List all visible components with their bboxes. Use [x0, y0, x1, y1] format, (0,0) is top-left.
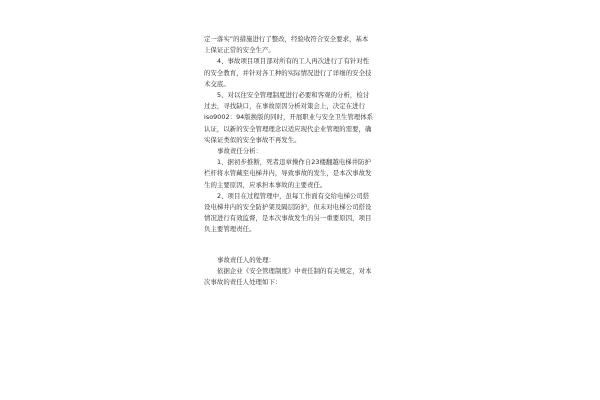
text-line: 认证，以新的安全管理理念以适应现代企业管理的需要，确 [204, 124, 372, 133]
text-line: 5、对以往安全管理制度进行必要和客观的分析，检讨 [217, 91, 370, 100]
text-line: 事故责任分析： [217, 147, 263, 156]
text-line: iso9002：94版换版的同时，开展职业与安全卫生管理体系 [204, 113, 374, 122]
text-line: 4、事故项目项目部对所有的工人再次进行了有针对性 [217, 57, 370, 66]
document-body [204, 34, 412, 288]
text-line: 实保证类似的安全事故不再发生。 [204, 135, 301, 144]
text-line: 生的主要原因，应承担本事故的主要责任。 [204, 180, 327, 189]
text-line: 设电梯井内的安全防护架及隔层防护，但未对电梯公司搭设 [204, 203, 372, 212]
paragraph-gap [204, 236, 412, 255]
text-line: 栏杆将水管藏至电梯井内，导致事故的发生，是本次事故发 [204, 169, 372, 178]
text-line: 负主要管理责任。 [204, 225, 256, 234]
text-line: 事故责任人的处理： [217, 255, 275, 264]
text-line: 的安全教育，并针对各工种的实际情况进行了详细的安全技 [204, 68, 372, 77]
text-line: 术交底。 [204, 79, 230, 88]
text-line: 1、据初步推断，死者违章操作自23楼翻越电梯井防护 [217, 158, 372, 167]
text-line: 过去，寻找缺口，在事故原因分析对策会上，决定在进行 [204, 102, 366, 111]
text-line: 定一落实”的措施进行了整改，经验收符合安全要求，基本 [204, 35, 369, 43]
text-line: 上保证正常的安全生产。 [204, 46, 275, 55]
text-line: 次事故的责任人处理如下： [204, 278, 282, 287]
text-line: 情况进行有效监督，是本次事故发生的另一重要原因，项目 [204, 214, 372, 223]
text-line: 2、项目在过程管理中，虽每工作面有交给电梯公司搭 [217, 191, 370, 200]
text-line: 依据企业《安全管理制度》中责任制的有关规定，对本 [217, 266, 372, 275]
